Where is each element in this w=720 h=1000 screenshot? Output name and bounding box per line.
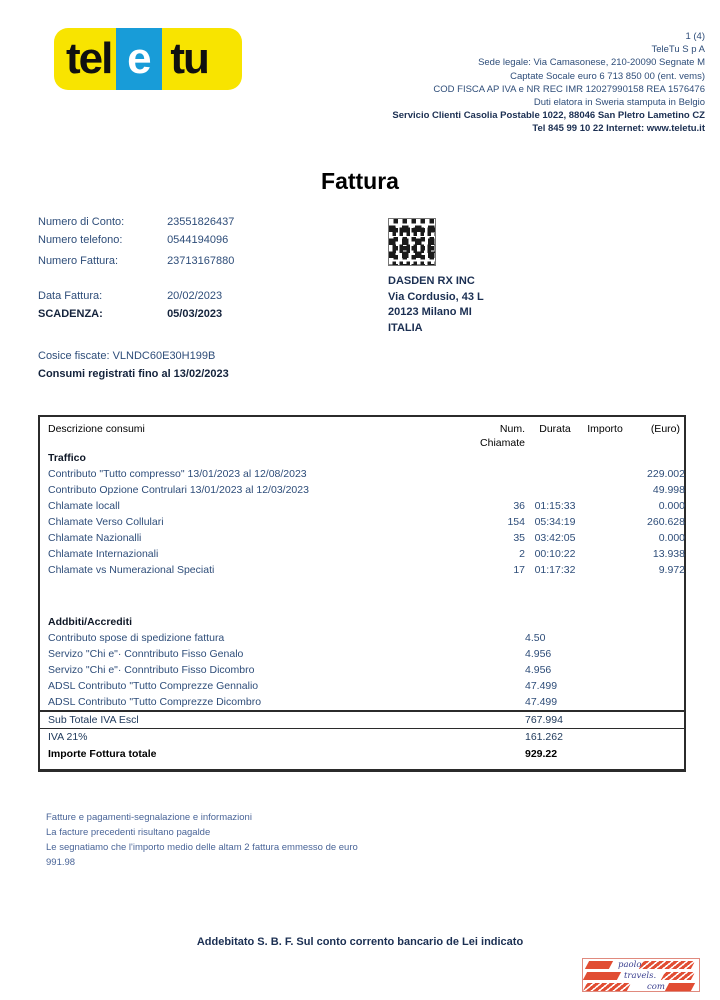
col-header-importo: Importo	[587, 423, 623, 435]
logo-bar	[583, 983, 631, 991]
logo-bar	[661, 972, 695, 980]
table-row: Contributo Opzione Contrulari 13/01/2023 al 12/03/2023 49.998	[48, 484, 685, 496]
table-row: Chlamate vs Numerazional Speciati 17 01:17:32 9.972	[48, 564, 685, 576]
vendor-logo-text: paolo	[618, 960, 642, 970]
logo-bar	[583, 972, 621, 980]
company-name: TeleTu S p A	[651, 44, 705, 56]
table-row: Contributo "Tutto compresso" 13/01/2023 al 12/08/2023 229.002	[48, 468, 685, 480]
invoice-date-value: 20/02/2023	[167, 290, 223, 302]
account-number-label: Numero di Conto:	[38, 216, 125, 228]
logo-bar	[639, 961, 695, 969]
company-fiscal: COD FISCA AP IVA e NR REC IMR 12027990158 REA 1576476	[433, 83, 705, 95]
vat-row: IVA 21% 161.262	[48, 731, 563, 743]
table-row: Contributo spose di spedizione fattura 4.50	[48, 632, 546, 644]
invoice-date-row	[38, 290, 368, 302]
page-title: Fattura	[321, 168, 399, 194]
phone-website-line: Tel 845 99 10 22 Internet: www.teletu.it	[532, 123, 705, 135]
table-row: Chlamate Nazionalli 35 03:42:05 0.000	[48, 532, 685, 544]
page-number: 1 (4)	[685, 31, 705, 42]
table-row: ADSL Contributo "Tutto Comprezze Dicombro 47.499	[48, 696, 558, 708]
table-header-row	[40, 417, 685, 450]
due-date-value: 05/03/2023	[167, 308, 223, 320]
customer-service-line: Servicio Clienti Casolia Postable 1022, 88046 San Pletro Lametino CZ	[392, 110, 705, 122]
table-row: Chlamate Verso Collulari 154 05:34:19 260.628	[48, 516, 685, 528]
recipient-address	[388, 274, 484, 336]
logo-bar	[585, 961, 613, 969]
table-spacer	[40, 578, 685, 614]
recipient-city: 20123 Milano MI	[388, 306, 472, 318]
due-date-row	[38, 308, 368, 320]
col-header-euro: (Euro)	[650, 423, 680, 435]
invoice-number-label: Numero Fattura:	[38, 255, 119, 267]
logo-text-tu: tu	[170, 34, 208, 83]
payment-method-line: Addebitato S. B. F. Sul conto corrento bancario de Lei indicato	[196, 936, 524, 948]
logo-bar	[665, 983, 695, 991]
account-number-value: 23551826437	[167, 216, 235, 228]
logo-text-e: e	[116, 28, 162, 90]
note-line: Le segnatiamo che l'importo medio delle altam 2 fattura emmesso de euro	[46, 842, 358, 853]
invoice-number-value: 23713167880	[167, 255, 235, 267]
table-row: ADSL Contributo "Tutto Comprezze Gennalio 47.499	[48, 680, 558, 692]
logo-text-tel: tel	[66, 34, 112, 83]
company-print-info: Duti elatora in Sweria stamputa in Belgio	[533, 97, 705, 109]
invoice-number-row	[38, 255, 368, 267]
account-number-row	[38, 216, 368, 228]
consumption-period-line: Consumi registrati fino al 13/02/2023	[38, 368, 229, 380]
invoice-date-label: Data Fattura:	[38, 290, 103, 302]
due-date-label: SCADENZA:	[38, 308, 103, 320]
col-header-descrizione: Descrizione consumi	[48, 423, 145, 435]
col-header-num-chiamate: Num. Chiamate	[480, 423, 525, 449]
fiscal-code-line: Cosice fiscate: VLNDC60E30H199B	[38, 350, 216, 362]
company-capital: Captate Socale euro 6 713 850 00 (ent. vems)	[510, 70, 705, 82]
subtotal-row: Sub Totale IVA Escl 767.994	[40, 711, 685, 729]
recipient-street: Via Cordusio, 43 L	[388, 290, 484, 303]
consumption-table	[38, 415, 686, 772]
col-header-durata: Durata	[539, 423, 571, 435]
table-spacer	[40, 764, 685, 769]
company-header	[392, 30, 705, 136]
vendor-logo-text: com	[647, 982, 665, 992]
phone-number-label: Numero telefono:	[38, 234, 123, 246]
table-row: Servizo "Chi e"· Conntributo Fisso Dicombro 4.956	[48, 664, 552, 676]
teletu-logo	[54, 28, 242, 90]
vendor-logo-text: travels.	[624, 971, 657, 981]
table-row: Chlamate locall 36 01:15:33 0.000	[48, 500, 685, 512]
recipient-name: DASDEN RX INC	[388, 275, 475, 287]
note-line: 991.98	[46, 857, 76, 868]
table-row: Servizo "Chi e"· Conntributo Fisso Genalo 4.956	[48, 648, 552, 660]
phone-number-row	[38, 234, 368, 246]
footer-notes	[46, 810, 358, 870]
total-row: Importe Fottura totale 929.22	[48, 748, 558, 760]
note-line: Fatture e pagamenti-segnalazione e informazioni	[46, 812, 252, 823]
table-row: Chlamate Internazionali 2 00:10:22 13.938	[48, 548, 685, 560]
phone-number-value: 0544194096	[167, 234, 229, 246]
note-line: La facture precedenti risultano pagalde	[46, 827, 211, 838]
qr-code	[388, 218, 436, 266]
paolo-travels-logo	[582, 958, 700, 992]
section-title-addbiti: Addbiti/Accrediti	[48, 616, 133, 628]
recipient-country: ITALIA	[388, 321, 423, 334]
company-address: Sede legale: Via Camasonese, 210-20090 Segnate M	[478, 57, 705, 69]
section-title-traffico: Traffico	[48, 452, 86, 464]
